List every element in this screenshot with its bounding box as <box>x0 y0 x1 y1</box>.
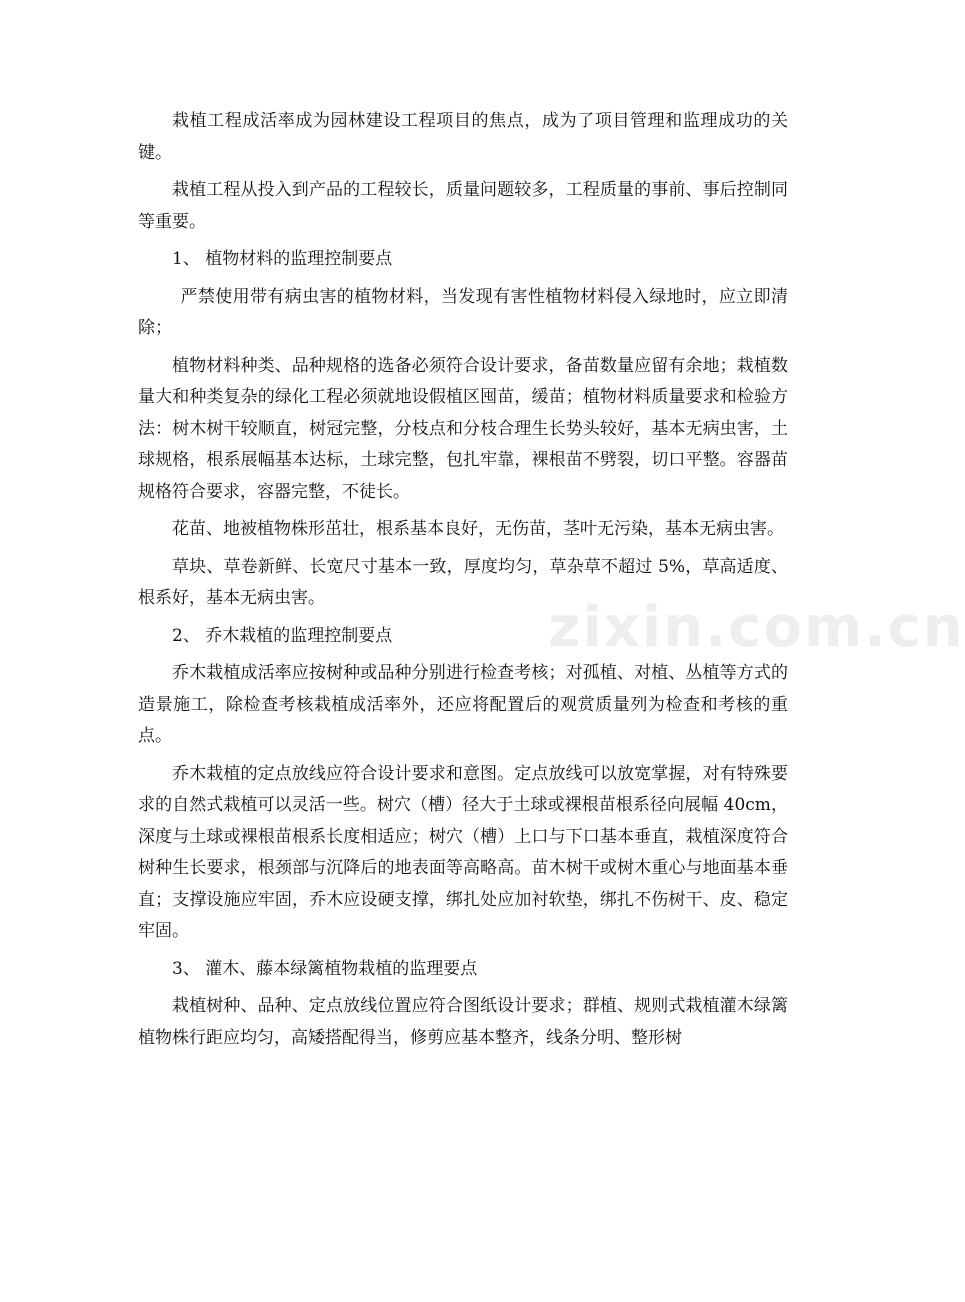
document-body <box>138 106 788 1060</box>
paragraph-shrub-planting: 栽植树种、品种、定点放线位置应符合图纸设计要求；群植、规则式栽植灌木绿篱植物株行距应均匀，高矮搭配得当，修剪应基本整齐，线条分明、整形树 <box>138 996 788 1048</box>
section-heading-3: 3、 灌木、藤本绿篱植物栽植的监理要点 <box>172 958 478 979</box>
paragraph-turf: 草块、草卷新鲜、长宽尺寸基本一致，厚度均匀，草杂草不超过 5%，草高适度、根系好，基本无病虫害。 <box>138 556 788 608</box>
paragraph-intro-2: 栽植工程从投入到产品的工程较长，质量问题较多，工程质量的事前、事后控制同等重要。 <box>138 180 788 232</box>
paragraph-flower-seedlings: 花苗、地被植物株形茁壮，根系基本良好，无伤苗，茎叶无污染，基本无病虫害。 <box>172 519 784 539</box>
section-heading-1: 1、 植物材料的监理控制要点 <box>172 249 393 269</box>
paragraph-pest-rule: 严禁使用带有病虫害的植物材料，当发现有害性植物材料侵入绿地时，应立即清除； <box>138 286 788 338</box>
paragraph-tree-survival: 乔木栽植成活率应按树种或品种分别进行检查考核；对孤植、对植、丛植等方式的造景施工，除检查考核栽植成活率外，还应将配置后的观赏质量列为检查和考核的重点。 <box>138 663 788 746</box>
watermark-logo: zixin.com.cn <box>548 595 965 660</box>
paragraph-intro-1: 栽植工程成活率成为园林建设工程项目的焦点，成为了项目管理和监理成功的关键。 <box>138 111 788 163</box>
paragraph-material-requirements: 植物材料种类、品种规格的选备必须符合设计要求，备苗数量应留有余地；栽植数量大和种类复杂的绿化工程必须就地设假植区囤苗，缓苗；植物材料质量要求和检验方法：树木树干较顺直，树冠完整，分枝点和分枝合理生长势头较好，基本无病虫害，土球规格，根系展幅基本达标，土球完整，包扎牢靠，裸根苗不劈裂，切口平整。容器苗规格符合要求，容器完整，不徒长。 <box>138 355 788 502</box>
section-heading-2: 2、 乔木栽植的监理控制要点 <box>172 625 393 646</box>
paragraph-tree-layout: 乔木栽植的定点放线应符合设计要求和意图。定点放线可以放宽掌握，对有特殊要求的自然式栽植可以灵活一些。树穴（槽）径大于土球或裸根苗根系径向展幅 40cm，深度与土球或裸根苗根系长度相适应；树穴（槽）上口与下口基本垂直，栽植深度符合树种生长要求，根颈部与沉降后的地表面等高略高。苗木树干或树木重心与地面基本垂直；支撑设施应牢固，乔木应设硬支撑，绑扎处应加衬软垫，绑扎不伤树干、皮、稳定牢固。 <box>138 763 788 941</box>
